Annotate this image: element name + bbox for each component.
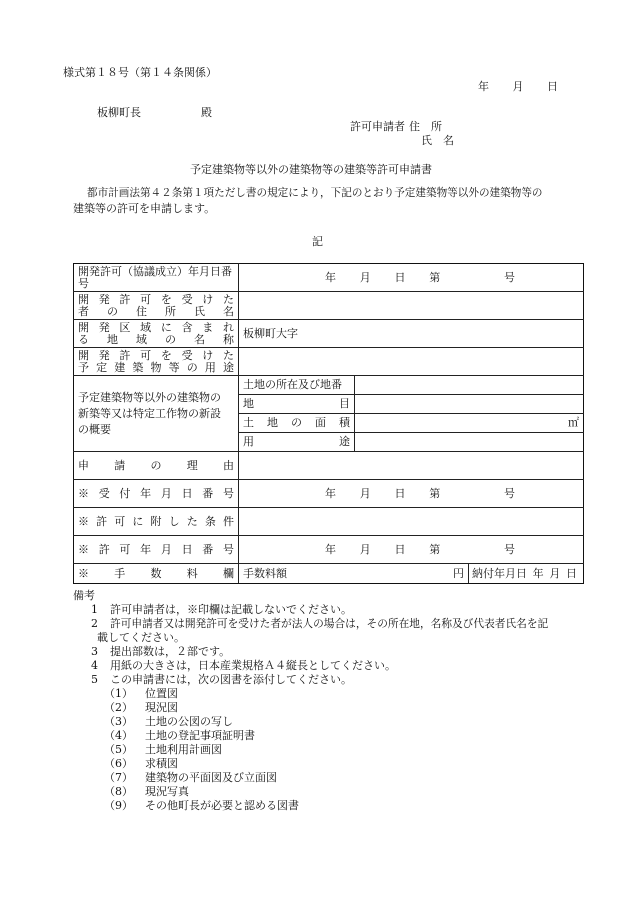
fee-amount-label: 手数料額 (243, 566, 287, 580)
note-3-text: 提出部数は，２部です。 (110, 645, 231, 658)
r7-year: 年 (325, 486, 336, 500)
area-name-label (74, 320, 239, 348)
receipt-value[interactable] (239, 480, 584, 508)
planned-use-label-1: 開発許可を受けた (78, 348, 234, 362)
fee-label (74, 564, 239, 584)
use-label (239, 433, 355, 452)
permit-holder-label (74, 292, 239, 320)
r7-go: 号 (504, 486, 515, 500)
reason-label-text: 申請の理由 (78, 458, 234, 472)
note-4-text: 用紙の大きさは，日本産業規格Ａ４縦長としてください。 (110, 659, 396, 672)
note-2-text-a: 許可申請者又は開発許可を受けた者が法人の場合は，その所在地，名称及び代表者氏名を記 (110, 617, 549, 630)
address-label: 住 所 (409, 120, 442, 133)
dev-permit-date-value[interactable] (239, 264, 584, 292)
r1-dai: 第 (429, 270, 441, 284)
attachment-6-text: 求積図 (145, 757, 178, 770)
r9-dai: 第 (429, 542, 441, 556)
document-title: 予定建築物等以外の建築物等の建築等許可申請書 (190, 163, 432, 176)
attachment-2-text: 現況図 (145, 701, 178, 714)
note-2-text-b: 載してください。 (97, 631, 185, 644)
attachment-5-text: 土地利用計画図 (145, 743, 222, 756)
note-5-number: 5 (91, 673, 98, 686)
attachment-4-number: （4） (104, 729, 133, 742)
attachment-7-number: （7） (104, 771, 133, 784)
attachment-5-number: （5） (104, 743, 133, 756)
intro-line-1: 都市計画法第４２条第１項ただし書の規定により，下記のとおり予定建築物等以外の建築物等の (87, 187, 543, 199)
r1-go: 号 (504, 270, 515, 284)
attachment-3-text: 土地の公図の写し (145, 715, 233, 728)
permit-date-label (74, 536, 239, 564)
reason-value[interactable] (239, 452, 584, 480)
name-label: 氏 名 (421, 134, 454, 147)
payment-date-cell[interactable] (469, 564, 584, 584)
payment-year: 年 (532, 566, 544, 580)
land-location-label-text: 土地の所在及び地番 (243, 378, 342, 391)
ki-heading: 記 (312, 235, 323, 248)
date-day-label: 日 (547, 80, 558, 93)
applicant-label: 許可申請者 (350, 120, 405, 133)
r9-year: 年 (325, 542, 336, 556)
permit-holder-value[interactable] (239, 292, 584, 320)
receipt-label (74, 480, 239, 508)
planned-use-label-2: 予定建築物等の用途 (78, 360, 234, 374)
dev-permit-date-label-text: 開発許可（協議成立）年月日番号 (78, 264, 232, 290)
area-name-value[interactable] (239, 320, 584, 348)
payment-month: 月 (549, 566, 561, 580)
attachment-1-text: 位置図 (145, 687, 178, 700)
conditions-label-text: ※許可に附した条件 (78, 514, 234, 528)
attachment-6-number: （6） (104, 757, 133, 770)
addressee: 板柳町長 (97, 106, 141, 119)
permit-date-label-text: ※許可年月日番号 (78, 542, 234, 556)
area-name-prefix: 板柳町大字 (243, 326, 298, 340)
use-label-text: 用途 (243, 435, 350, 448)
overview-label (74, 376, 239, 452)
land-area-value[interactable] (355, 414, 584, 433)
date-line (478, 80, 558, 93)
attachment-1-number: （1） (104, 687, 133, 700)
honorific: 殿 (201, 106, 212, 119)
attachment-8-text: 現況写真 (145, 785, 189, 798)
application-table (73, 263, 584, 584)
land-category-label (239, 395, 355, 414)
date-month-label: 月 (512, 80, 524, 93)
area-unit: ㎡ (568, 416, 580, 429)
r7-day: 日 (394, 486, 406, 500)
note-1-text: 許可申請者は，※印欄は記載しないでください。 (110, 603, 352, 616)
r9-day: 日 (394, 542, 406, 556)
overview-label-2: 新築等又は特定工作物の新設 (78, 406, 221, 420)
overview-label-1: 予定建築物等以外の建築物の (78, 390, 221, 404)
fee-yen: 円 (453, 566, 464, 580)
conditions-label (74, 508, 239, 536)
permit-holder-label-1: 開発許可を受けた (78, 292, 234, 306)
payment-day: 日 (566, 566, 578, 580)
planned-use-label (74, 348, 239, 376)
r1-year: 年 (325, 270, 336, 284)
fee-amount-cell[interactable] (239, 564, 469, 584)
planned-use-value[interactable] (239, 348, 584, 376)
attachment-9-text: その他町長が必要と認める図書 (145, 799, 299, 812)
attachment-4-text: 土地の登記事項証明書 (145, 729, 255, 742)
attachment-8-number: （8） (104, 785, 133, 798)
land-category-label-text: 地目 (243, 397, 350, 410)
attachment-3-number: （3） (104, 715, 133, 728)
attachment-9-number: （9） (104, 799, 133, 812)
land-location-value[interactable] (355, 376, 584, 395)
note-5-text: この申請書には，次の図書を添付してください。 (110, 673, 352, 686)
overview-label-3: の概要 (78, 422, 111, 436)
note-2-number: 2 (91, 617, 98, 630)
r9-month: 月 (359, 542, 371, 556)
receipt-label-text: ※受付年月日番号 (78, 486, 234, 500)
r1-day: 日 (394, 270, 406, 284)
intro-line-2: 建築等の許可を申請します。 (73, 202, 216, 215)
form-number: 様式第１８号（第１４条関係） (63, 66, 217, 79)
area-name-label-2: る地域の名称 (78, 332, 234, 346)
notes-heading: 備考 (73, 589, 95, 602)
date-year-label: 年 (478, 80, 489, 93)
payment-date-label: 納付年月日 (472, 566, 527, 580)
land-area-label-text: 土地の面積 (243, 416, 350, 429)
dev-permit-date-label (74, 264, 239, 292)
r9-go: 号 (504, 542, 515, 556)
fee-label-text: ※手数料欄 (78, 566, 234, 580)
area-name-label-1: 開発区域に含まれ (78, 320, 234, 334)
land-area-label (239, 414, 355, 433)
permit-holder-label-2: 者の住所氏名 (78, 304, 234, 318)
r7-dai: 第 (429, 486, 441, 500)
land-location-label (239, 376, 355, 395)
reason-label (74, 452, 239, 480)
r1-month: 月 (359, 270, 371, 284)
note-3-number: 3 (91, 645, 98, 658)
r7-month: 月 (359, 486, 371, 500)
note-4-number: 4 (91, 659, 98, 672)
attachment-2-number: （2） (104, 701, 133, 714)
attachment-7-text: 建築物の平面図及び立面図 (145, 771, 277, 784)
permit-date-value[interactable] (239, 536, 584, 564)
use-value[interactable] (355, 433, 584, 452)
conditions-value[interactable] (239, 508, 584, 536)
note-1-number: 1 (91, 603, 98, 616)
land-category-value[interactable] (355, 395, 584, 414)
